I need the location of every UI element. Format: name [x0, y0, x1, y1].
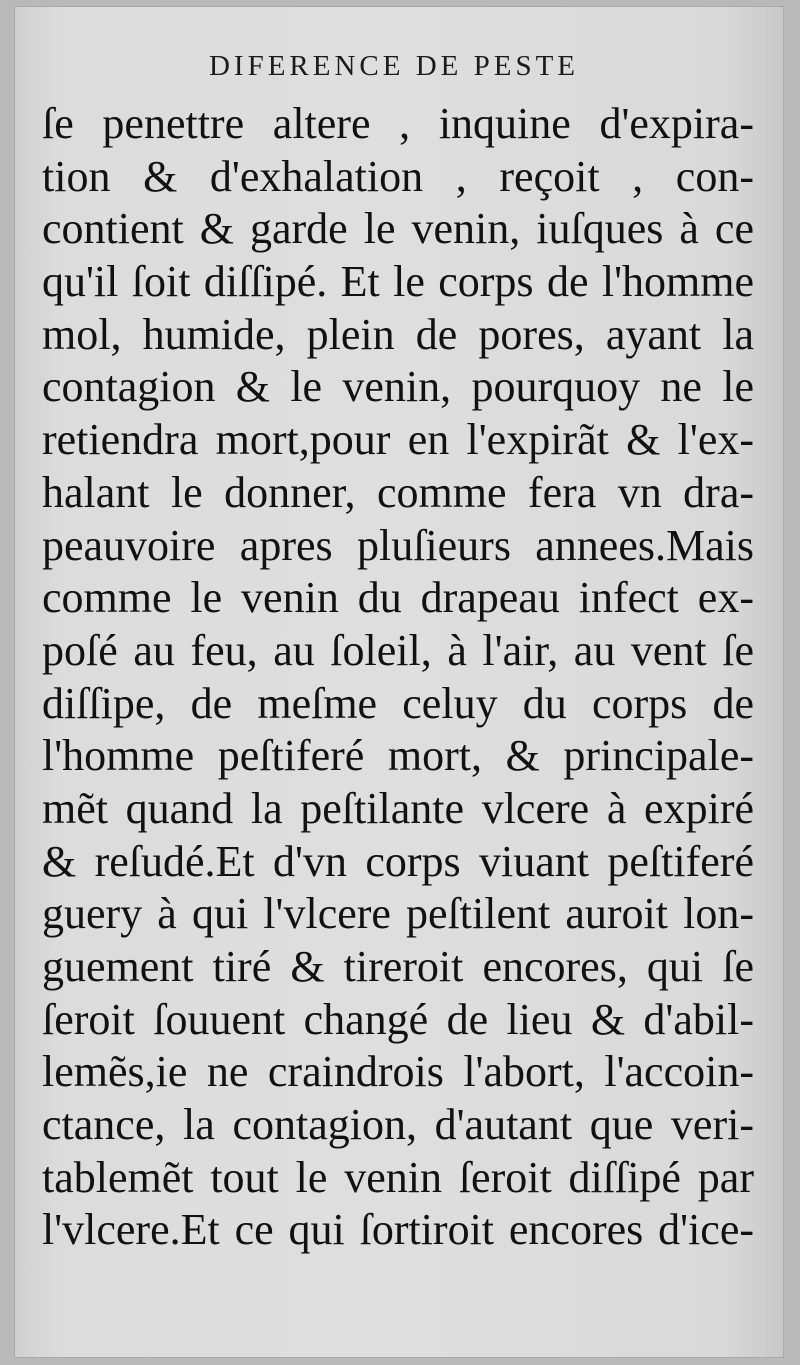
- text-line: peauvoire apres pluſieurs annees.Mais: [42, 520, 754, 570]
- text-line: mẽt quand la peſtilante vlcere à expiré: [42, 783, 754, 833]
- text-line: ctance, la contagion, d'autant que veri-: [42, 1100, 754, 1150]
- text-line: comme le venin du drapeau infect ex-: [42, 573, 754, 623]
- text-line: diſſipe, de meſme celuy du corps de: [42, 678, 754, 728]
- text-line: & reſudé.Et d'vn corps viuant peſtiferé: [42, 836, 754, 886]
- text-line: lemẽs,ie ne craindrois l'abort, l'accoin-: [42, 1047, 754, 1097]
- text-line: mol, humide, plein de pores, ayant la: [42, 309, 754, 359]
- book-page: [14, 6, 784, 1358]
- body-text: [42, 98, 754, 1257]
- text-line: halant le donner, comme fera vn dra-: [42, 467, 754, 517]
- text-line: contient & garde le venin, iuſques à ce: [42, 204, 754, 254]
- text-line: guement tiré & tireroit encores, qui ſe: [42, 942, 754, 991]
- running-header: DIFERENCE DE PESTE: [208, 50, 580, 82]
- text-line: l'homme peſtiferé mort, & principale-: [42, 731, 754, 781]
- text-line: ſe penettre altere , inquine d'expira-: [42, 99, 754, 148]
- text-line: l'vlcere.Et ce qui ſortiroit encores d'ice-: [42, 1205, 754, 1255]
- text-line: contagion & le venin, pourquoy ne le: [42, 362, 754, 412]
- text-line: ſeroit ſouuent changé de lieu & d'abil-: [42, 994, 754, 1044]
- text-line: tablemẽt tout le venin ſeroit diſſipé par: [42, 1152, 754, 1202]
- text-line: poſé au feu, au ſoleil, à l'air, au vent ſe: [42, 625, 754, 675]
- text-line: qu'il ſoit diſſipé. Et le corps de l'homme: [42, 257, 754, 307]
- text-line: retiendra mort,pour en l'expirãt & l'ex-: [42, 415, 754, 465]
- text-line: guery à qui l'vlcere peſtilent auroit lon-: [42, 889, 754, 939]
- text-line: tion & d'exhalation , reçoit , con-: [42, 151, 754, 201]
